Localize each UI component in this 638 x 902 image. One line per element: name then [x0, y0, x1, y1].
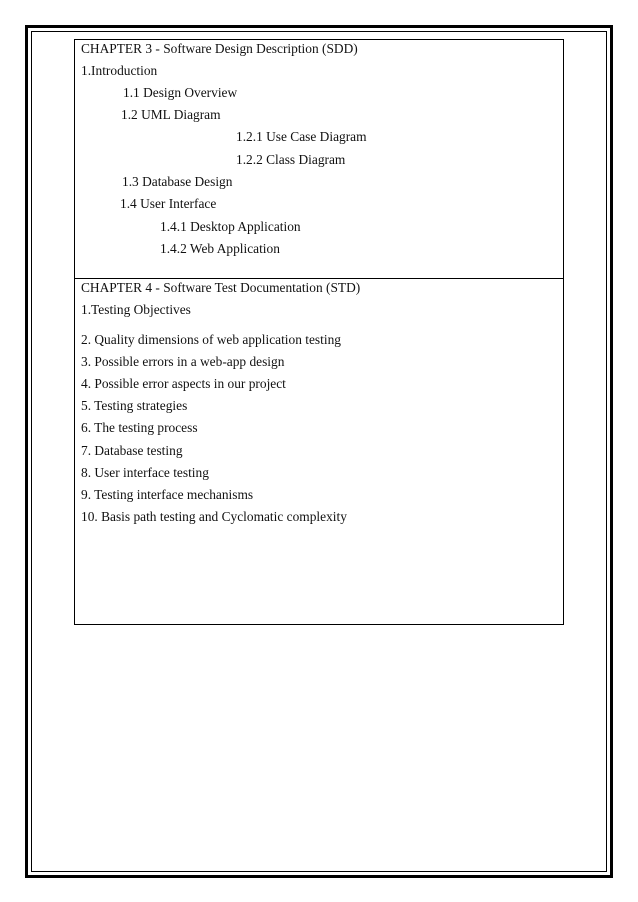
toc-entry: 1.2.1 Use Case Diagram	[236, 129, 367, 144]
toc-entry: 2. Quality dimensions of web application testing	[81, 332, 341, 347]
toc-entry: 9. Testing interface mechanisms	[81, 487, 254, 502]
toc-entry: 1.Testing Objectives	[81, 302, 191, 317]
toc-entry: 10. Basis path testing and Cyclomatic complexity	[81, 509, 347, 524]
toc-entry: 1.4.1 Desktop Application	[160, 219, 301, 234]
toc-entry: 1.2 UML Diagram	[121, 107, 221, 122]
toc-entry: 1.2.2 Class Diagram	[236, 152, 346, 167]
table-of-contents	[74, 39, 564, 625]
toc-entry: 1.4 User Interface	[120, 196, 217, 211]
toc-entry: 3. Possible errors in a web-app design	[81, 354, 285, 369]
toc-entry: 1.1 Design Overview	[123, 85, 238, 100]
toc-entry: 1.Introduction	[81, 63, 158, 78]
toc-entry: 4. Possible error aspects in our project	[81, 376, 286, 391]
toc-entry: 8. User interface testing	[81, 465, 209, 480]
toc-entry: 1.3 Database Design	[122, 174, 233, 189]
toc-entry: 7. Database testing	[81, 443, 183, 458]
chapter-4-title: CHAPTER 4 - Software Test Documentation (STD)	[81, 280, 361, 295]
section-divider	[75, 278, 563, 279]
toc-entry: 1.4.2 Web Application	[160, 241, 280, 256]
toc-entry: 5. Testing strategies	[81, 398, 188, 413]
toc-entry: 6. The testing process	[81, 420, 198, 435]
chapter-3-title: CHAPTER 3 - Software Design Description (SDD)	[81, 41, 358, 56]
